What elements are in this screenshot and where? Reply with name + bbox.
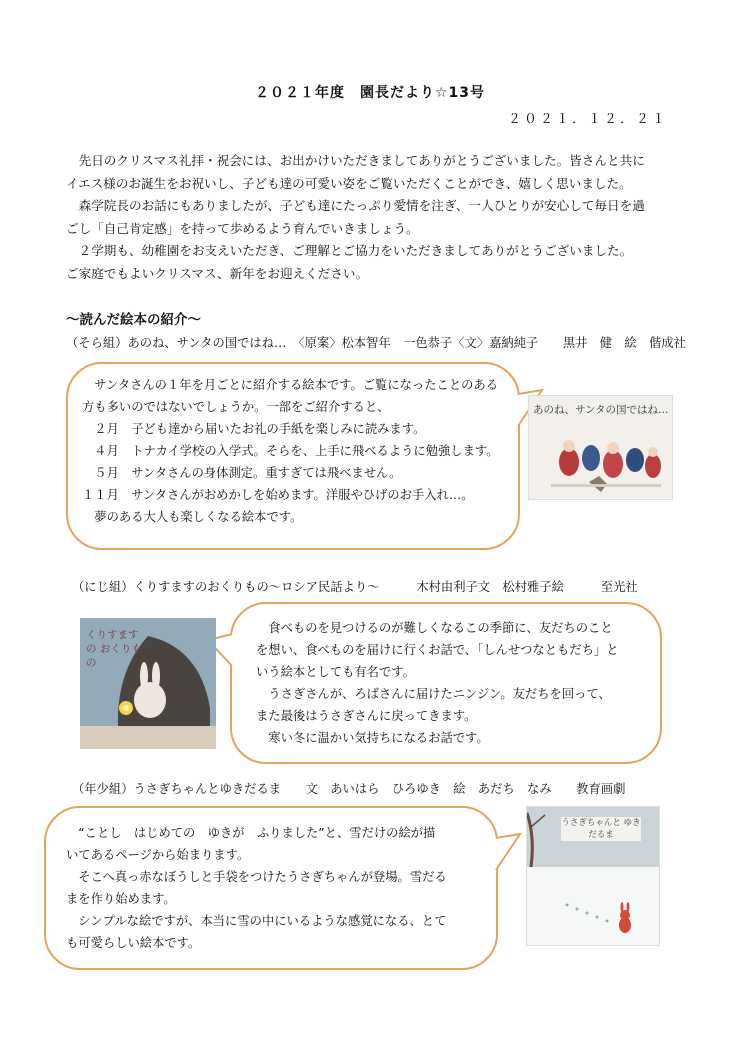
book-cover-santa xyxy=(528,395,673,500)
description-line: うさぎさんが、ろばさんに届けたニンジン。友だちを回って、 xyxy=(256,687,611,701)
description-line: ４月 トナカイ学校の入学式。そらを、上手に飛べるように勉強します。 xyxy=(82,444,499,458)
intro-line: 森学院長のお話にもありましたが、子ども達にたっぷり愛情を注ぎ、一人ひとりが安心して毎日を過 xyxy=(66,198,645,213)
page-title: ２０２１年度 園長だより☆13号 xyxy=(254,85,486,101)
description-line: 方も多いのではないでしょうか。一部をご紹介すると、 xyxy=(82,400,390,414)
description-line: “ことし はじめての ゆきが ふりました”と、雪だけの絵が描 xyxy=(66,826,436,840)
description-line: ２月 子ども達から届いたお礼の手紙を楽しみに読みます。 xyxy=(82,422,426,436)
cover-title: あのね、サンタの国ではね… xyxy=(533,404,669,416)
book-description-niji xyxy=(256,617,619,749)
bubble-tail-right xyxy=(496,832,524,876)
description-line: サンタさんの１年を月ごとに紹介する絵本です。ご覧になったことのある xyxy=(82,378,499,392)
intro-line: 先日のクリスマス礼拝・祝会には、お出かけいただきましてありがとうございました。皆さんと共に xyxy=(66,153,645,168)
book-cover-kurisumasu xyxy=(80,618,216,749)
description-line: また最後はうさぎさんに戻ってきます。 xyxy=(256,709,477,723)
description-line: １１月 サンタさんがおめかしを始めます。洋服やひげのお手入れ…。 xyxy=(82,488,474,502)
book-header-nensho: （年少組）うさぎちゃんとゆきだるま 文 あいはら ひろゆき 絵 あだち なみ 教育画劇 xyxy=(72,782,626,796)
section-title: ～読んだ絵本の紹介～ xyxy=(66,312,201,328)
cover-title: うさぎちゃんと ゆきだるま xyxy=(561,818,641,840)
intro-line: イエス様のお誕生をお祝いし、子ども達の可愛い姿をご覧いただくことができ、嬉しく思いました。 xyxy=(66,175,632,191)
description-line: 夢のある大人も楽しくなる絵本です。 xyxy=(82,510,303,524)
cover-title: くりすますの おくりもの xyxy=(86,629,142,669)
intro-line: ご家庭でもよいクリスマス、新年をお迎えください。 xyxy=(66,265,369,281)
description-line: いう絵本としても有名です。 xyxy=(256,665,415,679)
description-line: も可愛らしい絵本です。 xyxy=(66,936,201,950)
intro-line: ごし「自己肯定感」を持って歩めるよう育んでいきましょう。 xyxy=(66,220,419,236)
book-header-niji: （にじ組）くりすますのおくりもの～ロシア民話より～ 木村由利子文 松村雅子絵 至光社 xyxy=(72,580,638,594)
issue-date: ２０２１．１２．２１ xyxy=(507,112,668,127)
description-line: そこへ真っ赤なぼうしと手袋をつけたうさぎちゃんが登場。雪だる xyxy=(66,870,447,884)
description-line: まを作り始めます。 xyxy=(66,892,176,906)
description-line: 寒い冬に温かい気持ちになるお話です。 xyxy=(256,731,489,745)
description-line: を想い、食べものを届けに行くお話で、「しんせつなともだち」と xyxy=(256,643,619,657)
santa-illustration xyxy=(529,396,672,499)
intro-line: ２学期も、幼稚園をお支えいただき、ご理解とご協力をいただきましてありがとうございました。 xyxy=(66,243,633,258)
book-description-nensho xyxy=(66,822,447,954)
description-line: いてあるページから始まります。 xyxy=(66,848,250,862)
book-header-sora: （そら組）あのね、サンタの国ではね… 〈原案〉松本智年 一色恭子〈文〉嘉納純子 黒井 健 絵 偕成社 xyxy=(66,336,686,350)
description-line: シンプルな絵ですが、本当に雪の中にいるような感覚になる、とて xyxy=(66,914,447,928)
intro-text xyxy=(66,150,686,285)
book-description-sora xyxy=(82,374,499,528)
book-cover-usagi xyxy=(526,806,660,946)
description-line: 食べものを見つけるのが難しくなるこの季節に、友だちのこと xyxy=(256,621,613,635)
description-line: ５月 サンタさんの身体測定。重すぎては飛べません。 xyxy=(82,466,402,480)
